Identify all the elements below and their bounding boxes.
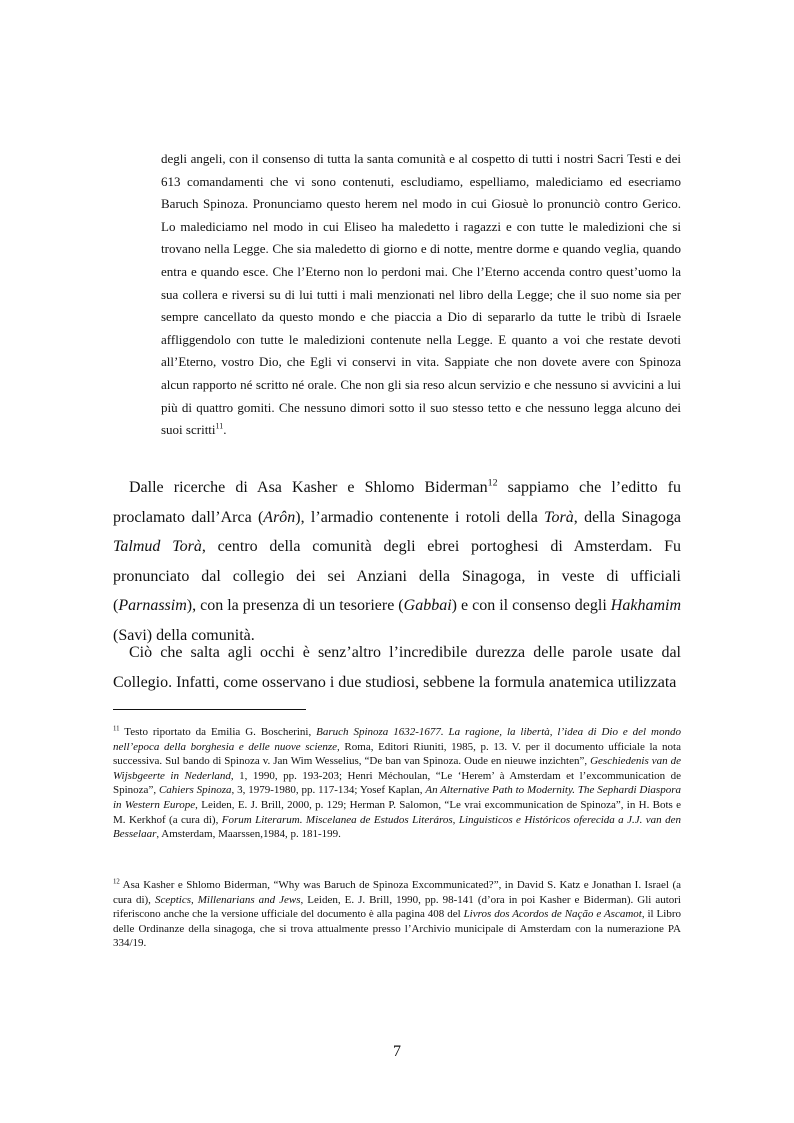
footnote-text: , Leiden, E. J. Brill, 1990, pp. 98-141 (d’ora in poi Kasher e Biderman). Gli autori riferiscono anche che la versione ufficiale del documento è alla pagina 408 del xyxy=(113,893,681,921)
footnote-italic: Geschiedenis van de Wijsbgeerte in Nederland xyxy=(113,755,681,782)
paragraph-text: , della Sinagoga xyxy=(573,508,681,526)
footnote-number: 11 xyxy=(113,725,120,733)
italic-term: Gabbai xyxy=(403,597,452,615)
footnote-separator xyxy=(113,709,306,710)
italic-term: Hakhamim xyxy=(610,597,681,615)
paragraph-text: (Savi) della comunità. xyxy=(113,626,255,644)
paragraph-text: Ciò che salta agli occhi è senz’altro l’incredibile durezza delle parole usate dal Collegio. Infatti, come osservano i due studiosi, sebbene la formula anatemica utilizzata xyxy=(113,644,681,691)
italic-term: Parnassim xyxy=(118,597,187,615)
paragraph-text: ), l’armadio contenente i rotoli della xyxy=(295,508,545,526)
footnote-italic: Cahiers Spinoza xyxy=(158,784,232,797)
footnote-text: Asa Kasher e Shlomo Biderman, “Why was Baruch de Spinoza Excommunicated?”, in David S. Katz e Jonathan I. Israel (a cura di), xyxy=(113,879,681,906)
paragraph-text: , centro della comunità degli ebrei portoghesi di Amsterdam. Fu pronunciato dal collegio dei sei Anziani della Sinagoga, in veste di ufficiali ( xyxy=(113,538,681,615)
footnote-12 xyxy=(113,878,681,951)
paragraph-text: sappiamo che l’editto fu proclamato dall’Arca ( xyxy=(113,479,682,526)
footnote-italic: Livros dos Acordos de Nação e Ascamot xyxy=(463,908,642,921)
italic-term: Talmud Torà xyxy=(113,538,202,556)
quote-text: degli angeli, con il consenso di tutta la santa comunità e al cospetto di tutti i nostri Sacri Testi e dei 613 comandamenti che vi sono contenuti, escludiamo, espelliamo, malediciamo ed esecriamo Baruch Spinoza. Pronunciamo questo herem nel modo in cui Giosuè lo pronunciò contro Gerico. Lo malediciamo nel modo in cui Eliseo ha maledetto i ragazzi e con tutte le maledizioni che si trovano nella Legge. Che sia maledetto di giorno e di notte, mentre dorme e quando veglia, quando entra e quando esce. Che l’Eterno non lo perdoni mai. Che l’Eterno accenda contro quest’uomo la sua collera e riversi su di lui tutti i mali menzionati nel libro della Legge; che il suo nome sia per sempre cancellato da questo mondo e che piaccia a Dio di separarlo da tutte le tribù di Israele affliggendolo con tutte le maledizioni contenute nella Legge. E quanto a voi che restate devoti all’Eterno, vostro Dio, che Egli vi conservi in vita. Sappiate che non dovete avere con Spinoza alcun rapporto né scritto né orale. Che non gli sia reso alcun servizio e che nessuno si avvicini a lui più di quattro gomiti. Che nessuno dimori sotto il suo stesso tetto e che nessuno legga alcuno dei suoi scritti xyxy=(161,151,681,438)
footnote-text: , il Libro delle Ordinanze della sinagoga, che si trova attualmente presso l’Archivio municipale di Amsterdam con la numerazione PA 334/19. xyxy=(113,908,681,950)
paragraph-text: Dalle ricerche di Asa Kasher e Shlomo Biderman xyxy=(129,479,488,496)
footnote-11 xyxy=(113,725,681,842)
paragraph-text: ), con la presenza di un tesoriere ( xyxy=(186,597,404,615)
italic-term: Torà xyxy=(544,508,574,526)
footnote-number: 12 xyxy=(113,878,120,886)
page-number: 7 xyxy=(393,1043,401,1060)
footnote-text: , 1, 1990, pp. 193-203; Henri Méchoulan, “Le ‘Herem’ à Amsterdam et l’excommunication de Spinoza”, xyxy=(113,769,681,797)
footnote-italic: Baruch Spinoza 1632-1677. La ragione, la libertà, l’idea di Dio e del mondo nell’epoca della borghesia e delle nuove scienze, xyxy=(113,726,681,753)
footnote-text: Roma, Editori Riuniti, 1985, p. 13. V. per il documento ufficiale la nota successiva. Sul bando di Spinoza v. Jan Wim Wesselius, “De ban van Spinoza. Oude en nieuwe inzichten”, xyxy=(113,740,681,768)
footnote-ref-12[interactable]: 12 xyxy=(487,477,498,489)
footnote-text: , 3, 1979-1980, pp. 117-134; Yosef Kaplan, xyxy=(231,784,426,797)
footnote-text: Testo riportato da Emilia G. Boscherini, xyxy=(119,726,317,738)
footnote-text: , Amsterdam, Maarssen,1984, p. 181-199. xyxy=(156,828,341,841)
block-quote: degli angeli, con il consenso di tutta la santa comunità e al cospetto di tutti i nostri Sacri Testi e dei 613 comandamenti che vi sono contenuti, escludiamo, espelliamo, malediciamo ed esecriamo Baruch Spinoza. Pronunciamo questo herem nel modo in cui Giosuè lo pronunciò contro Gerico. Lo malediciamo nel modo in cui Eliseo ha maledetto i ragazzi e con tutte le maledizioni che si trovano nella Legge. Che sia maledetto di giorno e di notte, mentre dorme e quando veglia, quando entra e quando esce. Che l’Eterno non lo perdoni mai. Che l’Eterno accenda contro quest’uomo la sua collera e riversi su di lui tutti i mali menzionati nel libro della Legge; che il suo nome sia per sempre cancellato da questo mondo e che piaccia a Dio di separarlo da tutte le tribù di Israele affliggendolo con tutte le maledizioni contenute nella Legge. E quanto a voi che restate devoti all’Eterno, vostro Dio, che Egli vi conservi in vita. Sappiate che non dovete avere con Spinoza alcun rapporto né scritto né orale. Che non gli sia reso alcun servizio e che nessuno si avvicini a lui più di quattro gomiti. Che nessuno dimori sotto il suo stesso tetto e che nessuno legga alcuno dei suoi scritti$^{11}$. xyxy=(161,151,681,438)
footnote-italic: Sceptics, Millenarians and Jews xyxy=(154,893,301,906)
body-paragraph-1 xyxy=(113,473,681,651)
footnote-italic: An Alternative Path to Modernity. The Sephardi Diaspora in Western Europe xyxy=(113,784,681,811)
paragraph-text: ) e con il consenso degli xyxy=(451,597,611,615)
italic-term: Arôn xyxy=(263,508,296,526)
footnote-text: , Leiden, E. J. Brill, 2000, p. 129; Herman P. Salomon, “Le vrai excommunication de Spinoza”, in H. Bots e M. Kerkhof (a cura di), xyxy=(113,798,681,826)
body-paragraph-2 xyxy=(113,638,681,697)
footnote-italic: Forum Literarum. Miscelanea de Estudos Literáros, Linguisticos e Históricos oferecida a J.J. van den Besselaar xyxy=(113,813,681,841)
footnote-ref-11[interactable]: 11 xyxy=(215,421,224,431)
